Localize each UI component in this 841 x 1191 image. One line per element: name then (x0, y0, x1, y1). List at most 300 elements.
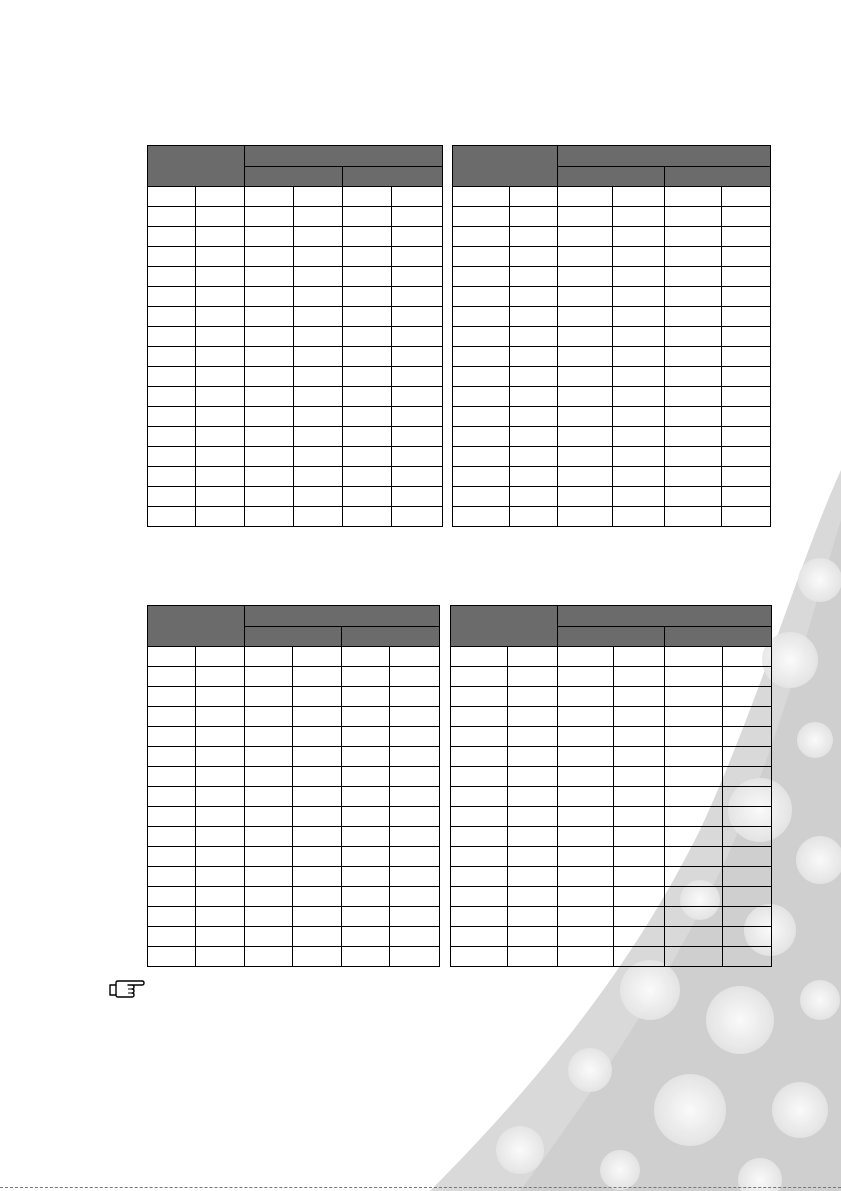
table-row (453, 507, 771, 527)
table-cell (453, 227, 510, 247)
table-cell (614, 747, 665, 767)
table-cell (343, 507, 392, 527)
table-cell (342, 907, 390, 927)
table-subheader-a (558, 626, 665, 647)
table-cell (196, 727, 245, 747)
table-cell (148, 907, 196, 927)
table-cell (613, 247, 665, 267)
table-cell (245, 647, 293, 667)
table-cell (558, 367, 613, 387)
table-cell (148, 467, 196, 487)
table-cell (245, 367, 294, 387)
table-cell (508, 947, 558, 967)
table-cell (510, 307, 558, 327)
table-cell (245, 847, 293, 867)
table-cell (245, 487, 294, 507)
table-row (148, 387, 443, 407)
table-cell (665, 207, 722, 227)
table-cell (722, 407, 771, 427)
table-row (148, 887, 440, 907)
table-cell (451, 747, 508, 767)
table-cell (196, 367, 245, 387)
table-cell (245, 927, 293, 947)
table-cell (245, 267, 294, 287)
table-cell (558, 647, 614, 667)
table-cell (390, 707, 440, 727)
table-row (148, 247, 443, 267)
table-cell (342, 707, 390, 727)
table-cell (294, 187, 343, 207)
table-row (148, 307, 443, 327)
table-cell (148, 387, 196, 407)
table-row (453, 367, 771, 387)
table-cell (293, 847, 342, 867)
table-cell (723, 747, 772, 767)
table-cell (510, 207, 558, 227)
table-cell (558, 327, 613, 347)
table-cell (614, 807, 665, 827)
table-row (148, 227, 443, 247)
table-cell (558, 887, 614, 907)
table-cell (196, 767, 245, 787)
table-cell (148, 687, 196, 707)
table-cell (342, 747, 390, 767)
table-cell (392, 447, 443, 467)
table-cell (294, 267, 343, 287)
table-row (148, 867, 440, 887)
table-cell (148, 207, 196, 227)
table-cell (148, 747, 196, 767)
table-group-header (558, 146, 771, 167)
table-cell (613, 367, 665, 387)
table-cell (342, 867, 390, 887)
table-cell (390, 647, 440, 667)
table-cell (392, 347, 443, 367)
table-cell (722, 487, 771, 507)
table-cell (665, 807, 723, 827)
table-row (451, 687, 772, 707)
table-subheader-a (245, 626, 342, 647)
table-cell (665, 907, 723, 927)
table-cell (558, 207, 613, 227)
table-cell (392, 407, 443, 427)
table-cell (665, 387, 722, 407)
table-cell (614, 647, 665, 667)
table-cell (245, 407, 294, 427)
table-cell (614, 667, 665, 687)
table-cell (392, 247, 443, 267)
table-cell (196, 887, 245, 907)
table-cell (148, 807, 196, 827)
table-cell (558, 307, 613, 327)
table-cell (294, 227, 343, 247)
table-cell (293, 907, 342, 927)
table-cell (508, 887, 558, 907)
table-cell (245, 467, 294, 487)
table-cell (245, 247, 294, 267)
table-cell (665, 427, 722, 447)
table-cell (558, 847, 614, 867)
table-cell (453, 427, 510, 447)
table-cell (558, 467, 613, 487)
table-cell (510, 347, 558, 367)
table-cell (613, 467, 665, 487)
table-cell (665, 487, 722, 507)
table-cell (148, 487, 196, 507)
table-cell (451, 827, 508, 847)
table-cell (342, 827, 390, 847)
table-cell (343, 347, 392, 367)
table-cell (722, 287, 771, 307)
table-row (453, 307, 771, 327)
table-cell (453, 487, 510, 507)
table-cell (294, 507, 343, 527)
table-cell (614, 687, 665, 707)
table-cell (453, 367, 510, 387)
table-cell (148, 187, 196, 207)
table-cell (148, 307, 196, 327)
table-cell (245, 907, 293, 927)
table-cell (722, 247, 771, 267)
table-cell (723, 867, 772, 887)
table-cell (665, 727, 723, 747)
table-cell (665, 327, 722, 347)
table-cell (245, 287, 294, 307)
table-cell (665, 647, 723, 667)
table-cell (451, 947, 508, 967)
table-cell (558, 907, 614, 927)
table-row (148, 447, 443, 467)
table-cell (665, 247, 722, 267)
table-cell (613, 267, 665, 287)
table-cell (196, 407, 245, 427)
table-cell (614, 887, 665, 907)
table-cell (343, 447, 392, 467)
table-cell (293, 727, 342, 747)
table-cell (722, 327, 771, 347)
table-cell (613, 187, 665, 207)
table-cell (148, 707, 196, 727)
table-cell (293, 687, 342, 707)
table-cell (451, 687, 508, 707)
table-cell (343, 467, 392, 487)
table-cell (293, 807, 342, 827)
table-cell (723, 887, 772, 907)
table-cell (508, 867, 558, 887)
table-cell (148, 667, 196, 687)
table-cell (343, 307, 392, 327)
table-cell (451, 867, 508, 887)
table-cell (245, 727, 293, 747)
table-cell (196, 287, 245, 307)
table-cell (508, 847, 558, 867)
table-cell (613, 347, 665, 367)
table-cell (342, 847, 390, 867)
table-cell (510, 327, 558, 347)
data-table-bottom-left (147, 605, 440, 967)
table-cell (245, 827, 293, 847)
table-cell (342, 727, 390, 747)
table-cell (294, 307, 343, 327)
table-cell (342, 687, 390, 707)
table-cell (392, 487, 443, 507)
table-cell (343, 207, 392, 227)
table-cell (510, 487, 558, 507)
table-cell (613, 327, 665, 347)
table-cell (148, 647, 196, 667)
table-cell (390, 847, 440, 867)
table-cell (293, 747, 342, 767)
table-row (148, 807, 440, 827)
table-subheader-b (343, 166, 443, 187)
table-cell (390, 767, 440, 787)
table-cell (665, 447, 722, 467)
table-cell (722, 507, 771, 527)
table-row (453, 487, 771, 507)
table-cell (665, 347, 722, 367)
table-cell (390, 827, 440, 847)
table-cell (196, 667, 245, 687)
table-row (148, 467, 443, 487)
table-cell (558, 747, 614, 767)
table-cell (390, 747, 440, 767)
table-row (148, 287, 443, 307)
table-row (451, 747, 772, 767)
table-cell (665, 947, 723, 967)
table-cell (451, 787, 508, 807)
table-cell (196, 787, 245, 807)
table-row (451, 707, 772, 727)
table-cell (392, 507, 443, 527)
table-cell (723, 687, 772, 707)
table-cell (558, 447, 613, 467)
table-cell (613, 227, 665, 247)
table-cell (508, 767, 558, 787)
table-cell (392, 327, 443, 347)
table-cell (148, 827, 196, 847)
table-row (148, 347, 443, 367)
table-cell (196, 247, 245, 267)
table-cell (558, 507, 613, 527)
table-cell (665, 887, 723, 907)
table-cell (722, 207, 771, 227)
table-cell (390, 727, 440, 747)
table-body (148, 647, 440, 967)
table-cell (558, 267, 613, 287)
table-cell (510, 507, 558, 527)
table-cell (196, 907, 245, 927)
table-cell (558, 767, 614, 787)
table-cell (245, 187, 294, 207)
table-cell (558, 727, 614, 747)
table-row (451, 867, 772, 887)
table-cell (451, 907, 508, 927)
table-row (148, 327, 443, 347)
table-cell (245, 887, 293, 907)
table-row (451, 927, 772, 947)
table-cell (453, 507, 510, 527)
table-row (453, 447, 771, 467)
table-body (453, 187, 771, 527)
table-cell (451, 767, 508, 787)
table-cell (665, 867, 723, 887)
table-cell (508, 727, 558, 747)
table-cell (148, 327, 196, 347)
table-cell (148, 847, 196, 867)
table-cell (722, 427, 771, 447)
table-cell (510, 407, 558, 427)
table-cell (148, 227, 196, 247)
table-cell (722, 227, 771, 247)
table-cell (722, 267, 771, 287)
table-cell (293, 707, 342, 727)
table-subheader-a (245, 166, 343, 187)
table-row (148, 487, 443, 507)
table-group-header (245, 146, 443, 167)
table-cell (148, 247, 196, 267)
table-row (451, 767, 772, 787)
table-cell (451, 847, 508, 867)
table-cell (196, 687, 245, 707)
table-cell (196, 507, 245, 527)
table-cell (148, 347, 196, 367)
table-cell (558, 787, 614, 807)
table-cell (614, 707, 665, 727)
table-cell (453, 467, 510, 487)
table-cell (293, 647, 342, 667)
table-subheader-b (665, 626, 772, 647)
table-cell (392, 267, 443, 287)
table-cell (245, 227, 294, 247)
data-table-top-right (452, 145, 771, 527)
table-cell (196, 947, 245, 967)
table-cell (245, 767, 293, 787)
table-cell (558, 227, 613, 247)
table-cell (293, 787, 342, 807)
table-cell (196, 827, 245, 847)
table-cell (451, 727, 508, 747)
table-row (148, 187, 443, 207)
table-cell (558, 407, 613, 427)
table-cell (343, 287, 392, 307)
table-cell (723, 907, 772, 927)
table-cell (614, 827, 665, 847)
table-cell (196, 467, 245, 487)
table-cell (390, 907, 440, 927)
table-cell (453, 247, 510, 267)
table-cell (510, 267, 558, 287)
table-cell (342, 667, 390, 687)
table-cell (723, 707, 772, 727)
table-row (451, 887, 772, 907)
table-cell (614, 727, 665, 747)
table-cell (294, 327, 343, 347)
table-row (453, 247, 771, 267)
table-row (148, 907, 440, 927)
table-cell (613, 287, 665, 307)
table-cell (245, 747, 293, 767)
table-cell (558, 487, 613, 507)
table-cell (613, 487, 665, 507)
table-corner-header (453, 146, 558, 187)
table-body (148, 187, 443, 527)
table-cell (508, 927, 558, 947)
table-cell (558, 867, 614, 887)
table-cell (614, 867, 665, 887)
table-cell (723, 767, 772, 787)
table-cell (665, 767, 723, 787)
table-cell (665, 847, 723, 867)
table-corner-header (148, 606, 245, 647)
table-cell (245, 327, 294, 347)
table-subheader-a (558, 166, 665, 187)
table-cell (342, 947, 390, 967)
table-subheader-b (342, 626, 440, 647)
table-cell (392, 387, 443, 407)
table-cell (665, 747, 723, 767)
table-cell (294, 367, 343, 387)
table-cell (294, 387, 343, 407)
table-cell (392, 467, 443, 487)
table-cell (453, 287, 510, 307)
table-cell (245, 447, 294, 467)
table-cell (196, 867, 245, 887)
table-cell (245, 667, 293, 687)
table-cell (342, 807, 390, 827)
table-row (451, 827, 772, 847)
table-cell (148, 727, 196, 747)
table-row (148, 267, 443, 287)
table-cell (665, 227, 722, 247)
table-cell (245, 347, 294, 367)
table-cell (508, 807, 558, 827)
table-cell (558, 287, 613, 307)
table-row (453, 387, 771, 407)
table-cell (510, 187, 558, 207)
table-cell (510, 287, 558, 307)
table-cell (510, 367, 558, 387)
table-cell (558, 927, 614, 947)
table-cell (392, 187, 443, 207)
table-row (453, 327, 771, 347)
table-row (453, 287, 771, 307)
table-row (453, 467, 771, 487)
table-cell (294, 447, 343, 467)
table-cell (665, 367, 722, 387)
table-cell (343, 387, 392, 407)
table-cell (293, 887, 342, 907)
table-cell (245, 687, 293, 707)
table-cell (451, 707, 508, 727)
table-cell (558, 387, 613, 407)
table-cell (343, 487, 392, 507)
table-cell (148, 767, 196, 787)
table-cell (342, 887, 390, 907)
table-cell (613, 307, 665, 327)
table-row (148, 707, 440, 727)
table-cell (392, 307, 443, 327)
table-cell (196, 647, 245, 667)
table-cell (294, 427, 343, 447)
table-cell (343, 247, 392, 267)
table-cell (613, 447, 665, 467)
table-cell (508, 687, 558, 707)
table-cell (294, 347, 343, 367)
table-row (148, 647, 440, 667)
table-cell (614, 927, 665, 947)
data-table-top-left (147, 145, 443, 527)
table-cell (613, 387, 665, 407)
